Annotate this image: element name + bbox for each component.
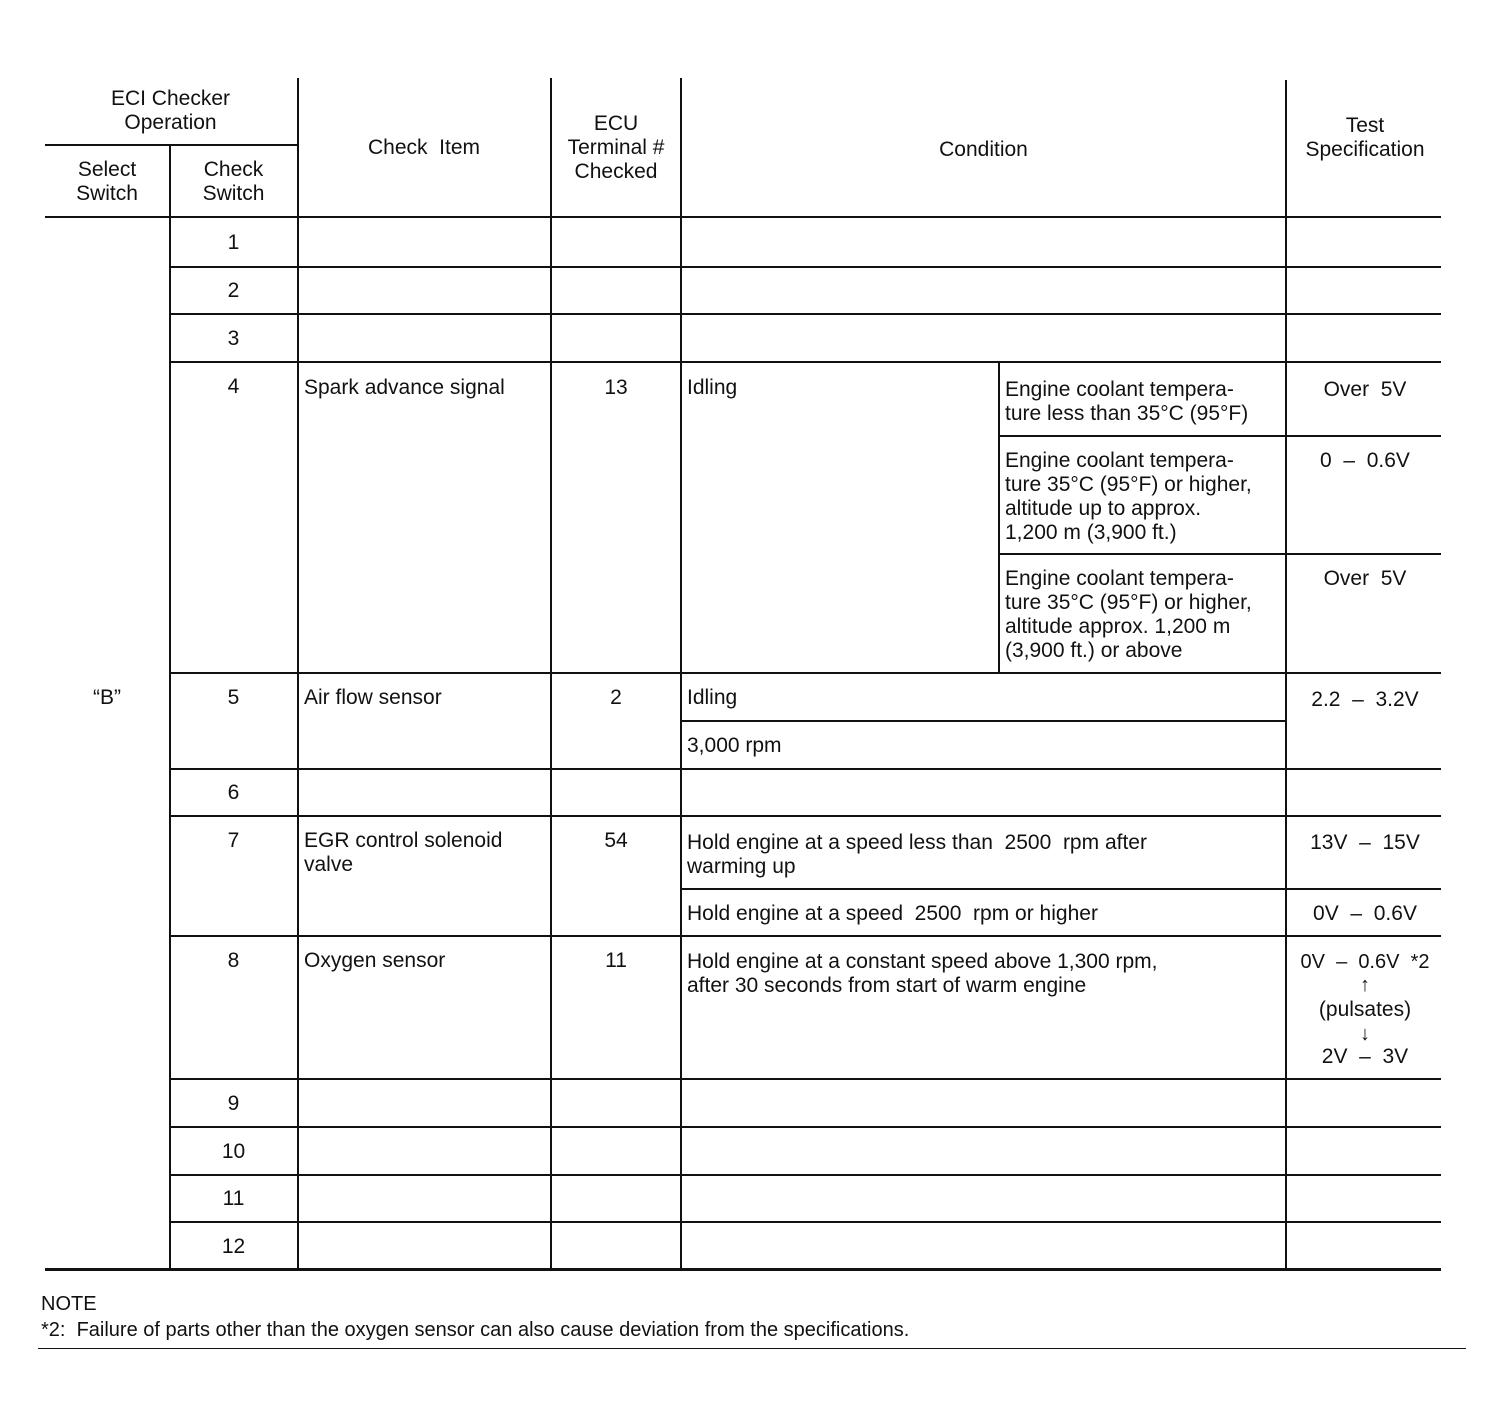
down-arrow-icon: ↓ bbox=[1360, 1023, 1370, 1045]
check-switch-number: 8 bbox=[227, 949, 240, 972]
row-divider bbox=[170, 266, 1441, 268]
check-switch-number: 1 bbox=[227, 231, 240, 254]
check-switch-number: 9 bbox=[227, 1092, 240, 1115]
test-spec: 13V – 15V bbox=[1310, 831, 1420, 854]
row-divider bbox=[170, 815, 1441, 817]
column-divider bbox=[550, 78, 552, 1270]
condition: 3,000 rpm bbox=[687, 734, 782, 757]
check-switch-number: 4 bbox=[227, 375, 240, 398]
sub-condition: Engine coolant tempera- ture 35°C (95°F) or higher, altitude up to approx. 1,200 m (3,900 ft.) bbox=[1005, 449, 1252, 544]
header-check-switch: Check Switch bbox=[202, 158, 265, 205]
header-eci-checker-operation: ECI Checker Operation bbox=[110, 87, 231, 134]
check-switch-number: 6 bbox=[227, 781, 240, 804]
check-switch-number: 12 bbox=[221, 1235, 246, 1258]
ecu-terminal: 11 bbox=[605, 949, 627, 972]
sub-condition: Engine coolant tempera- ture 35°C (95°F) or higher, altitude approx. 1,200 m (3,900 ft.) or above bbox=[1005, 567, 1252, 662]
test-spec: Over 5V bbox=[1323, 567, 1407, 590]
ecu-terminal: 54 bbox=[604, 829, 628, 852]
check-switch-number: 3 bbox=[227, 327, 240, 350]
header-condition: Condition bbox=[939, 138, 1028, 161]
note-title: NOTE bbox=[41, 1293, 97, 1315]
select-switch-value: “B” bbox=[93, 686, 121, 709]
test-spec: 0V – 0.6V bbox=[1313, 902, 1417, 925]
check-item: Air flow sensor bbox=[304, 686, 442, 709]
sub-row-divider bbox=[682, 888, 1441, 890]
row-divider bbox=[170, 672, 1441, 674]
sub-row-divider bbox=[998, 553, 1441, 555]
sub-condition: Engine coolant tempera- ture less than 35°C (95°F) bbox=[1005, 378, 1249, 425]
row-divider bbox=[170, 1126, 1441, 1128]
check-item: Spark advance signal bbox=[304, 376, 505, 399]
check-switch-number: 2 bbox=[227, 279, 240, 302]
sub-row-divider bbox=[682, 720, 1285, 722]
condition: Hold engine at a speed less than 2500 rpm after warming up bbox=[687, 831, 1147, 878]
column-divider bbox=[1285, 80, 1287, 1270]
column-divider bbox=[680, 78, 682, 1270]
header-bottom-rule bbox=[45, 216, 1441, 218]
row-divider bbox=[170, 361, 1441, 363]
test-spec: 2.2 – 3.2V bbox=[1311, 688, 1419, 711]
ecu-terminal: 13 bbox=[604, 376, 628, 399]
check-switch-number: 10 bbox=[221, 1140, 246, 1163]
condition: Hold engine at a speed 2500 rpm or higher bbox=[687, 902, 1098, 925]
condition: Hold engine at a constant speed above 1,300 rpm, after 30 seconds from start of warm engine bbox=[687, 950, 1158, 997]
condition: Idling bbox=[687, 376, 738, 399]
header-ecu-terminal: ECU Terminal # Checked bbox=[567, 112, 665, 183]
check-switch-number: 7 bbox=[227, 829, 240, 852]
check-switch-number: 11 bbox=[222, 1187, 245, 1210]
header-test-specification: Test Specification bbox=[1305, 114, 1425, 161]
header-check-item: Check Item bbox=[367, 136, 481, 159]
header-divider-operation bbox=[45, 144, 297, 146]
row-divider bbox=[170, 1174, 1441, 1176]
column-divider bbox=[297, 78, 299, 1270]
page-footer-rule bbox=[38, 1348, 1466, 1349]
up-arrow-icon: ↑ bbox=[1360, 974, 1370, 996]
test-spec: 0 – 0.6V bbox=[1320, 449, 1410, 472]
header-select-switch: Select Switch bbox=[76, 158, 138, 205]
test-spec-top: 0V – 0.6V *2 bbox=[1300, 951, 1430, 973]
ecu-terminal: 2 bbox=[610, 686, 622, 709]
condition: Idling bbox=[687, 686, 738, 709]
check-item: EGR control solenoid valve bbox=[304, 829, 503, 876]
check-item: Oxygen sensor bbox=[304, 949, 446, 972]
row-divider bbox=[170, 935, 1441, 937]
row-divider bbox=[170, 1078, 1441, 1080]
row-divider bbox=[170, 1221, 1441, 1223]
column-divider-subcondition bbox=[998, 361, 1000, 672]
test-spec: Over 5V bbox=[1323, 378, 1407, 401]
row-divider bbox=[170, 313, 1441, 315]
sub-row-divider bbox=[998, 435, 1441, 437]
test-spec-bottom: 2V – 3V bbox=[1321, 1045, 1409, 1068]
table-bottom-rule bbox=[45, 1268, 1441, 1271]
note-text: *2: Failure of parts other than the oxygen sensor can also cause deviation from the specifications. bbox=[41, 1319, 910, 1341]
row-divider bbox=[170, 768, 1441, 770]
test-spec-middle: (pulsates) bbox=[1318, 998, 1412, 1021]
check-switch-number: 5 bbox=[227, 686, 240, 709]
